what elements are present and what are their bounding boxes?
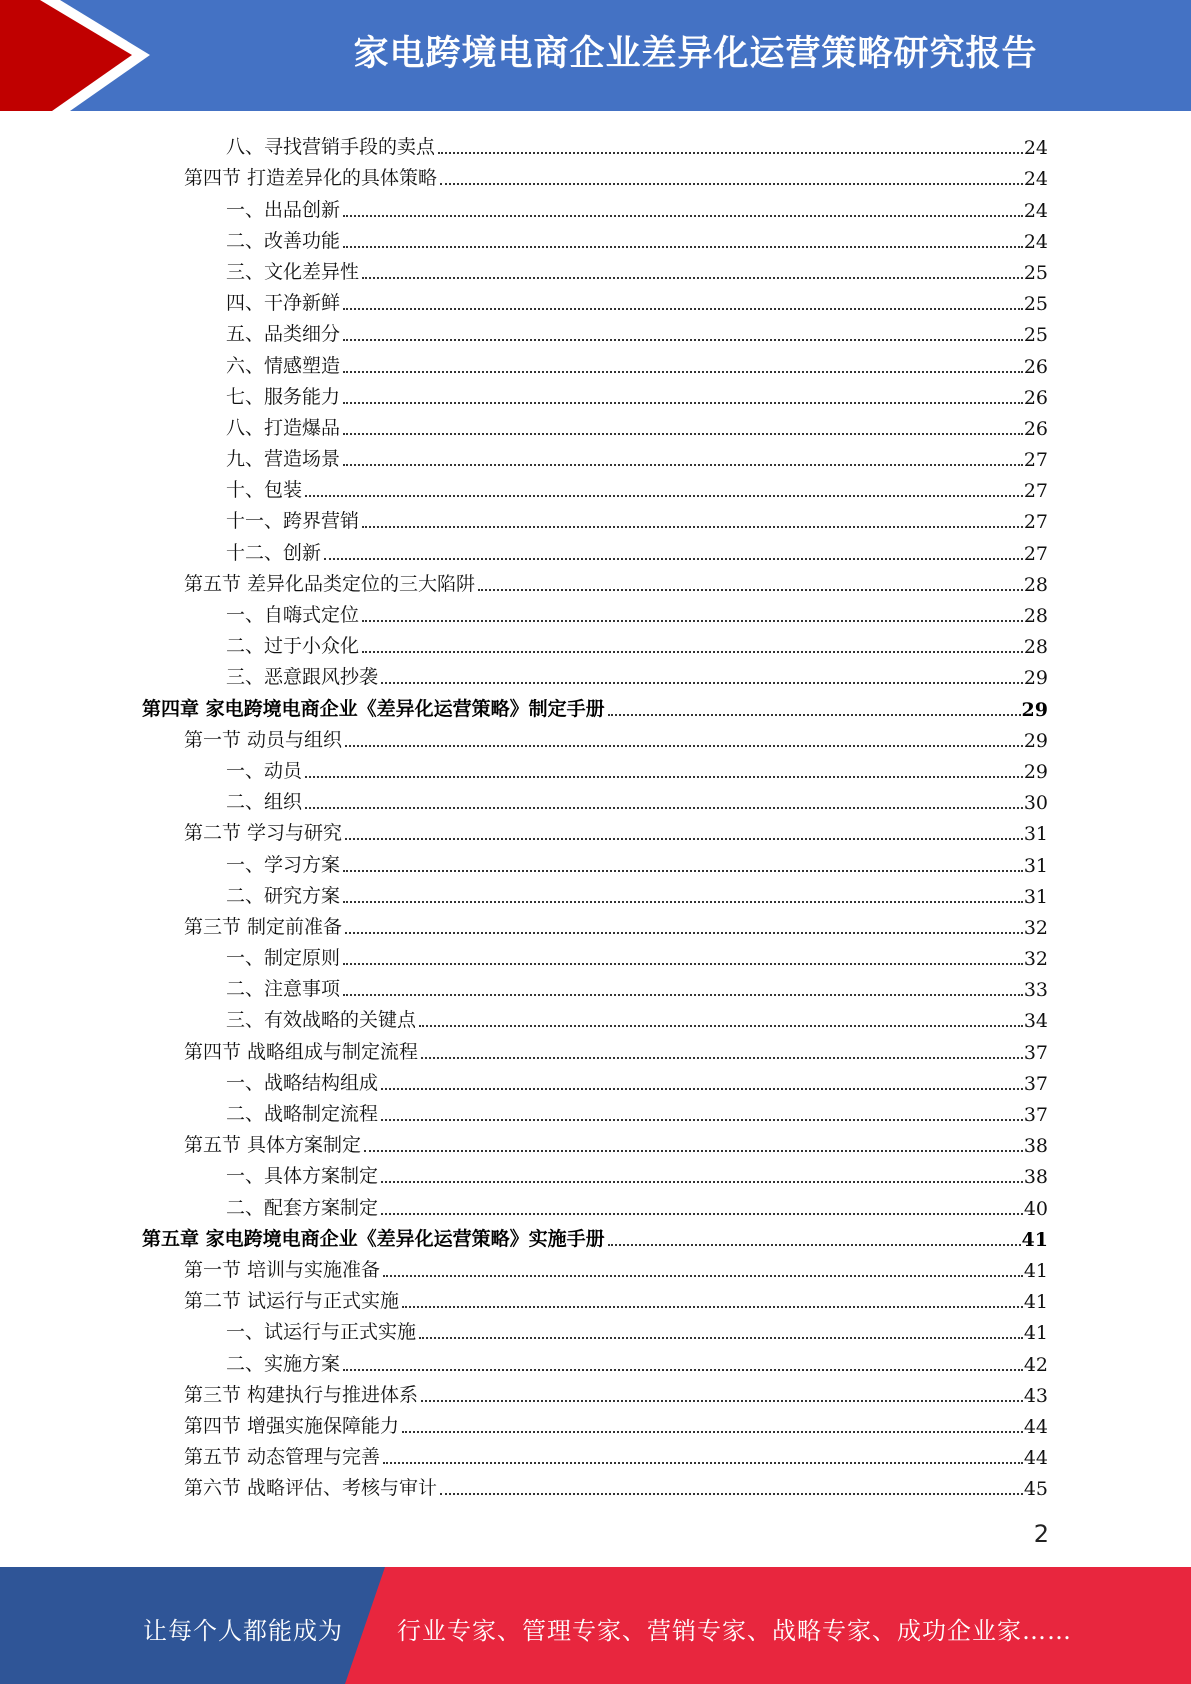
toc-entry-item[interactable] (142, 939, 1048, 970)
toc-entry-item[interactable] (142, 409, 1048, 440)
toc-dot-leader (345, 837, 1023, 840)
toc-entry-section[interactable] (142, 908, 1048, 939)
toc-entry-item[interactable] (142, 253, 1048, 284)
toc-entry-item[interactable] (142, 752, 1048, 783)
toc-dot-leader (362, 650, 1023, 653)
toc-entry-section[interactable] (142, 1032, 1048, 1063)
toc-entry-title: 一、具体方案制定 (226, 1165, 379, 1188)
footer-banner (0, 1567, 1191, 1684)
toc-entry-page: 26 (1023, 417, 1048, 440)
toc-entry-title: 第四节 战略组成与制定流程 (184, 1040, 419, 1063)
toc-dot-leader (305, 806, 1023, 809)
toc-entry-title: 二、过于小众化 (226, 635, 360, 658)
toc-entry-page: 29 (1023, 729, 1048, 752)
toc-entry-title: 一、动员 (226, 759, 303, 782)
toc-dot-leader (402, 1430, 1023, 1433)
toc-entry-item[interactable] (142, 128, 1048, 159)
toc-dot-leader (438, 151, 1023, 154)
toc-entry-page: 26 (1023, 386, 1048, 409)
toc-dot-leader (440, 182, 1023, 185)
toc-entry-title: 三、恶意跟风抄袭 (226, 666, 379, 689)
toc-entry-section[interactable] (142, 1469, 1048, 1500)
toc-dot-leader (305, 494, 1023, 497)
toc-entry-title: 一、出品创新 (226, 198, 341, 221)
toc-entry-title: 一、自嗨式定位 (226, 604, 360, 626)
toc-dot-leader (343, 245, 1023, 248)
toc-dot-leader (421, 1399, 1023, 1402)
toc-dot-leader (343, 307, 1023, 310)
toc-entry-item[interactable] (142, 533, 1048, 564)
toc-entry-page: 32 (1023, 916, 1048, 939)
toc-entry-page: 37 (1023, 1072, 1048, 1095)
toc-dot-leader (345, 931, 1023, 934)
toc-entry-title: 二、实施方案 (226, 1352, 341, 1375)
toc-entry-page: 28 (1023, 573, 1048, 596)
footer-slogan-right: 行业专家、管理专家、营销专家、战略专家、成功企业家…… (397, 1617, 1072, 1645)
toc-entry-item[interactable] (142, 783, 1048, 814)
toc-entry-item[interactable] (142, 502, 1048, 533)
toc-entry-title: 第五节 动态管理与完善 (184, 1446, 381, 1469)
toc-entry-section[interactable] (142, 1251, 1048, 1282)
toc-entry-item[interactable] (142, 658, 1048, 689)
toc-dot-leader (345, 744, 1023, 747)
toc-entry-title: 第五章 家电跨境电商企业《差异化运营策略》实施手册 (142, 1227, 605, 1250)
toc-entry-page: 44 (1023, 1447, 1048, 1470)
toc-entry-item[interactable] (142, 1157, 1048, 1188)
toc-entry-chapter[interactable] (142, 1220, 1048, 1251)
toc-entry-item[interactable] (142, 627, 1048, 658)
toc-entry-page: 44 (1023, 1415, 1048, 1438)
toc-entry-item[interactable] (142, 877, 1048, 908)
toc-entry-section[interactable] (142, 1438, 1048, 1469)
toc-entry-title: 六、情感塑造 (226, 354, 341, 377)
toc-entry-item[interactable] (142, 1001, 1048, 1032)
toc-entry-section[interactable] (142, 159, 1048, 190)
toc-dot-leader (402, 1305, 1023, 1308)
toc-dot-leader (324, 557, 1023, 560)
toc-dot-leader (343, 900, 1023, 903)
toc-entry-page: 28 (1023, 636, 1048, 659)
toc-dot-leader (383, 1461, 1023, 1464)
toc-entry-title: 三、有效战略的关键点 (226, 1009, 417, 1032)
toc-entry-title: 二、改善功能 (226, 229, 341, 252)
toc-entry-title: 八、寻找营销手段的卖点 (226, 136, 436, 159)
toc-entry-item[interactable] (142, 1188, 1048, 1219)
toc-entry-page: 37 (1023, 1041, 1048, 1064)
toc-dot-leader (478, 588, 1023, 591)
toc-entry-title: 一、战略结构组成 (226, 1071, 379, 1094)
toc-dot-leader (343, 869, 1023, 872)
toc-entry-item[interactable] (142, 346, 1048, 377)
toc-dot-leader (381, 1118, 1023, 1121)
toc-entry-title: 一、制定原则 (226, 947, 341, 970)
toc-entry-title: 十一、跨界营销 (226, 510, 360, 533)
toc-entry-page: 43 (1023, 1384, 1048, 1407)
toc-entry-title: 第六节 战略评估、考核与审计 (184, 1477, 438, 1500)
toc-entry-page: 41 (1021, 1228, 1048, 1251)
toc-dot-leader (362, 525, 1023, 528)
toc-dot-leader (421, 1056, 1023, 1059)
toc-entry-page: 25 (1023, 324, 1048, 347)
toc-entry-page: 24 (1023, 137, 1048, 160)
toc-entry-page: 42 (1023, 1353, 1048, 1376)
toc-entry-section[interactable] (142, 1282, 1048, 1313)
toc-entry-title: 一、学习方案 (226, 853, 341, 876)
table-of-contents (142, 128, 1048, 1500)
toc-dot-leader (343, 370, 1023, 373)
toc-entry-title: 第一节 培训与实施准备 (184, 1258, 381, 1281)
toc-entry-item[interactable] (142, 1064, 1048, 1095)
toc-entry-page: 24 (1023, 230, 1048, 253)
toc-entry-page: 40 (1023, 1197, 1048, 1220)
toc-entry-item[interactable] (142, 970, 1048, 1001)
document-title: 家电跨境电商企业差异化运营策略研究报告 (353, 34, 1038, 74)
toc-dot-leader (608, 1243, 1021, 1246)
toc-entry-item[interactable] (142, 845, 1048, 876)
header-banner (0, 0, 1191, 111)
toc-dot-leader (343, 463, 1023, 466)
toc-entry-title: 第五节 差异化品类定位的三大陷阱 (184, 572, 476, 595)
toc-dot-leader (419, 1336, 1023, 1339)
toc-entry-page: 27 (1023, 449, 1048, 472)
toc-entry-title: 第四节 打造差异化的具体策略 (184, 167, 438, 190)
toc-entry-page: 27 (1023, 480, 1048, 503)
toc-entry-title: 四、干净新鲜 (226, 292, 341, 315)
toc-entry-item[interactable] (142, 1095, 1048, 1126)
toc-entry-title: 第四章 家电跨境电商企业《差异化运营策略》制定手册 (142, 697, 605, 720)
footer-slogan-left: 让每个人都能成为 (143, 1617, 343, 1645)
toc-dot-leader (343, 338, 1023, 341)
toc-entry-page: 24 (1023, 168, 1048, 191)
toc-dot-leader (343, 432, 1023, 435)
toc-entry-section[interactable] (142, 1376, 1048, 1407)
toc-dot-leader (343, 962, 1023, 965)
toc-entry-title: 七、服务能力 (226, 385, 341, 408)
toc-entry-page: 34 (1023, 1010, 1048, 1033)
toc-entry-page: 31 (1023, 885, 1048, 908)
toc-dot-leader (362, 276, 1023, 279)
toc-entry-title: 十、包装 (226, 479, 303, 502)
toc-entry-item[interactable] (142, 596, 1048, 627)
toc-entry-title: 第二节 试运行与正式实施 (184, 1290, 400, 1313)
toc-entry-section[interactable] (142, 1407, 1048, 1438)
toc-dot-leader (419, 1024, 1023, 1027)
toc-dot-leader (383, 1274, 1023, 1277)
toc-entry-page: 27 (1023, 511, 1048, 534)
toc-entry-page: 31 (1023, 854, 1048, 877)
toc-dot-leader (440, 1492, 1023, 1495)
toc-entry-section[interactable] (142, 565, 1048, 596)
toc-entry-page: 29 (1023, 760, 1048, 783)
toc-dot-leader (362, 619, 1023, 622)
toc-entry-page: 41 (1023, 1322, 1048, 1345)
toc-entry-page: 26 (1023, 355, 1048, 378)
toc-entry-item[interactable] (142, 190, 1048, 221)
toc-dot-leader (381, 1212, 1023, 1215)
toc-entry-item[interactable] (142, 1313, 1048, 1344)
toc-entry-title: 第三节 构建执行与推进体系 (184, 1383, 419, 1406)
toc-entry-title: 二、配套方案制定 (226, 1196, 379, 1219)
toc-entry-page: 25 (1023, 261, 1048, 284)
toc-entry-item[interactable] (142, 1344, 1048, 1375)
toc-entry-item[interactable] (142, 284, 1048, 315)
toc-entry-page: 38 (1023, 1135, 1048, 1158)
toc-entry-title: 二、注意事项 (226, 978, 341, 1001)
toc-entry-title: 第一节 动员与组织 (184, 728, 343, 751)
toc-entry-section[interactable] (142, 721, 1048, 752)
toc-entry-page: 25 (1023, 293, 1048, 316)
toc-entry-section[interactable] (142, 1126, 1048, 1157)
toc-entry-section[interactable] (142, 814, 1048, 845)
toc-dot-leader (343, 993, 1023, 996)
toc-entry-page: 33 (1023, 979, 1048, 1002)
toc-entry-title: 九、营造场景 (226, 448, 341, 471)
toc-entry-page: 45 (1023, 1478, 1048, 1501)
toc-entry-title: 三、文化差异性 (226, 260, 360, 283)
toc-entry-page: 24 (1023, 199, 1048, 222)
toc-entry-title: 第五节 具体方案制定 (184, 1134, 362, 1157)
toc-entry-title: 一、试运行与正式实施 (226, 1321, 417, 1344)
toc-entry-page: 41 (1023, 1259, 1048, 1282)
toc-entry-title: 十二、创新 (226, 541, 322, 564)
toc-dot-leader (608, 713, 1021, 716)
toc-entry-title: 五、品类细分 (226, 323, 341, 346)
toc-entry-title: 二、研究方案 (226, 884, 341, 907)
toc-entry-title: 二、组织 (226, 791, 303, 814)
toc-dot-leader (381, 1180, 1023, 1183)
toc-entry-page: 38 (1023, 1166, 1048, 1189)
toc-dot-leader (381, 1087, 1023, 1090)
toc-entry-item[interactable] (142, 471, 1048, 502)
toc-entry-page: 27 (1023, 542, 1048, 565)
toc-entry-page: 29 (1021, 698, 1048, 721)
toc-entry-page: 37 (1023, 1104, 1048, 1126)
toc-dot-leader (364, 1149, 1023, 1152)
toc-dot-leader (381, 681, 1023, 684)
page-number: 2 (1033, 1520, 1049, 1548)
toc-entry-item[interactable] (142, 440, 1048, 471)
toc-entry-page: 31 (1023, 823, 1048, 846)
toc-entry-title: 二、战略制定流程 (226, 1103, 379, 1125)
toc-entry-item[interactable] (142, 222, 1048, 253)
toc-entry-page: 32 (1023, 948, 1048, 971)
toc-dot-leader (343, 401, 1023, 404)
toc-entry-title: 第四节 增强实施保障能力 (184, 1414, 400, 1437)
toc-entry-item[interactable] (142, 315, 1048, 346)
toc-entry-page: 41 (1023, 1291, 1048, 1314)
toc-entry-item[interactable] (142, 378, 1048, 409)
toc-dot-leader (343, 1368, 1023, 1371)
toc-entry-page: 28 (1023, 605, 1048, 627)
toc-entry-page: 29 (1023, 667, 1048, 690)
toc-entry-page: 30 (1023, 792, 1048, 815)
toc-dot-leader (343, 214, 1023, 217)
toc-entry-title: 第二节 学习与研究 (184, 822, 343, 845)
toc-dot-leader (305, 775, 1023, 778)
toc-entry-title: 八、打造爆品 (226, 416, 341, 439)
toc-entry-chapter[interactable] (142, 689, 1048, 720)
toc-entry-title: 第三节 制定前准备 (184, 915, 343, 938)
